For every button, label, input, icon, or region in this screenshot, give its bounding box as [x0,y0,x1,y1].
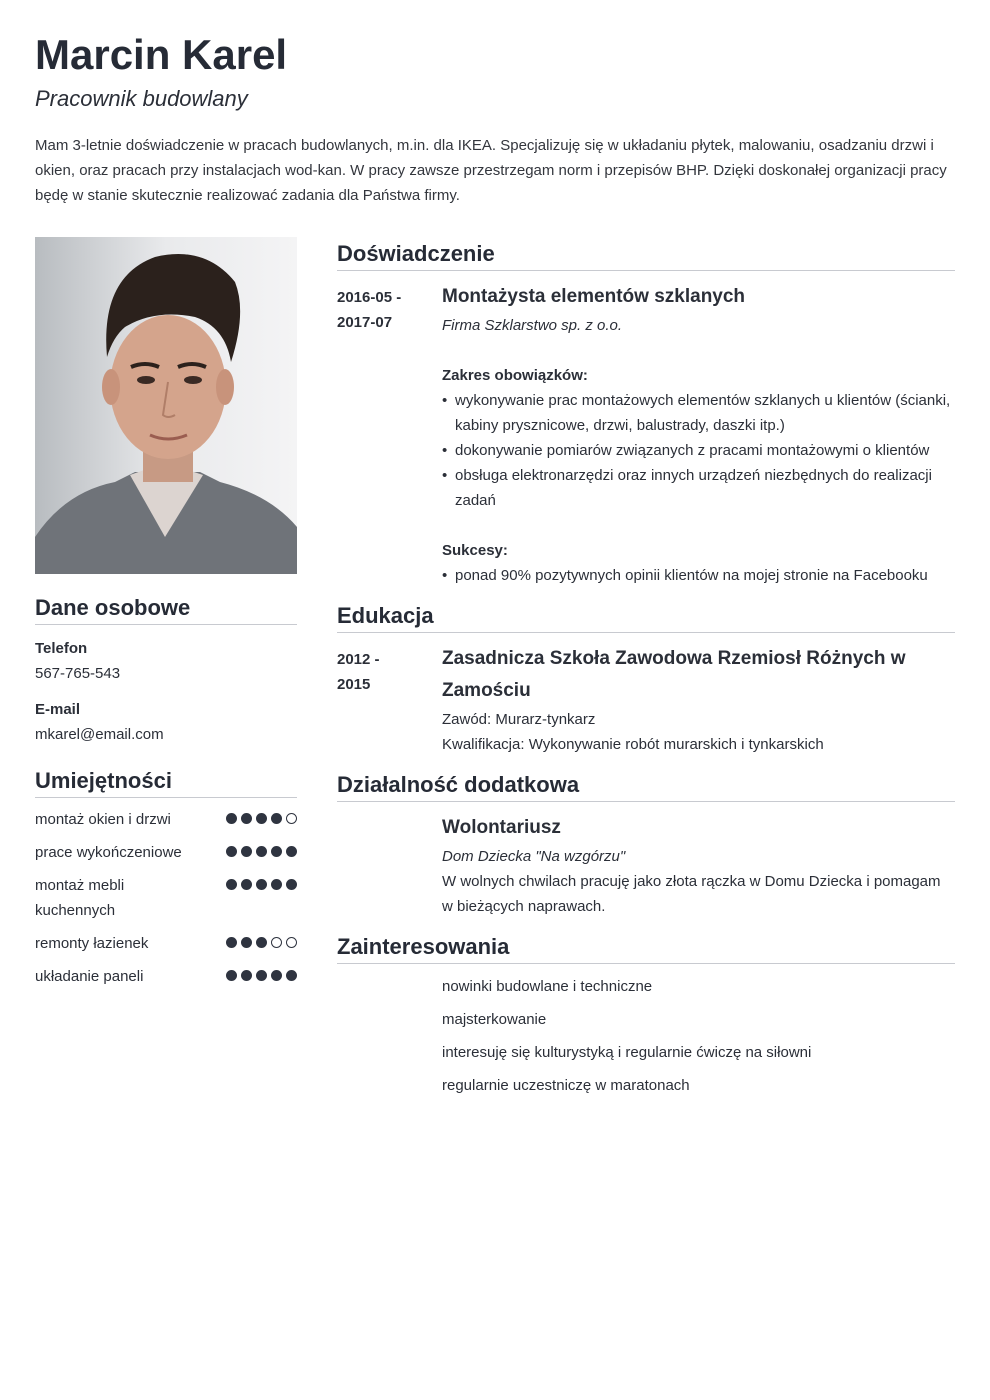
rating-dot-filled [241,937,252,948]
skill-name: układanie paneli [35,968,144,985]
interests-section-title: Zainteresowania [337,933,955,964]
education-section-title: Edukacja [337,602,955,633]
date-start: 2012 - [337,651,380,668]
activity-role: Wolontariusz [442,817,561,838]
activity-entry [337,816,955,919]
profile-photo [35,237,297,574]
achievements-label: Sukcesy: [442,542,508,559]
rating-dot-filled [226,846,237,857]
right-column [337,240,955,1106]
skill-name: prace wykończeniowe [35,844,182,861]
phone-label: Telefon [35,640,88,657]
skill-rating [226,931,297,948]
rating-dot-filled [241,846,252,857]
school-name: Zasadnicza Szkoła Zawodowa Rzemiosł Różnych w Zamościu [442,648,906,701]
duty-item: • dokonywanie pomiarów związanych z pracami montażowymi o klientów [442,438,955,463]
rating-dot-filled [256,846,267,857]
skill-item [35,840,297,865]
skill-rating [226,873,297,890]
rating-dot-filled [271,846,282,857]
interest-item: interesuję się kulturystyką i regularnie ćwiczę na siłowni [442,1044,812,1061]
rating-dot-filled [256,813,267,824]
skill-rating [226,807,297,824]
profession-text: Zawód: Murarz-tynkarz [442,711,596,728]
interest-item: majsterkowanie [442,1011,547,1028]
education-dates [337,647,442,757]
rating-dot-filled [286,846,297,857]
rating-dot-filled [241,879,252,890]
skill-rating [226,840,297,857]
skill-item [35,931,297,956]
interest-item: regularnie uczestniczę w maratonach [442,1077,690,1094]
rating-dot-filled [271,813,282,824]
duties-label: Zakres obowiązków: [442,367,588,384]
job-position: Montażysta elementów szklanych [442,286,746,307]
skills-list [35,807,297,989]
rating-dot-filled [226,879,237,890]
summary-text: Mam 3-letnie doświadczenie w pracach budowlanych, m.in. dla IKEA. Specjalizuję się w układaniu płytek, malowaniu, osadzaniu drzwi i okien, oraz pracach przy instalacjach wod-kan. W pracy zawsze przestrzegam norm i przepisów BHP. Dzięki doskonałej organizacji pracy będę w stanie skutecznie realizować zadania dla Państwa firmy. [35,137,947,204]
rating-dot-filled [241,813,252,824]
left-column [35,237,297,997]
interests-list [442,974,955,1098]
activity-organization: Dom Dziecka "Na wzgórzu" [442,848,626,865]
rating-dot-filled [256,937,267,948]
email-value: mkarel@email.com [35,726,164,743]
skill-rating [226,964,297,981]
rating-dot-filled [226,937,237,948]
duty-item: • obsługa elektronarzędzi oraz innych urządzeń niezbędnych do realizacji zadań [442,463,955,513]
date-start: 2016-05 - [337,289,402,306]
rating-dot-empty [286,813,297,824]
rating-dot-filled [271,970,282,981]
rating-dot-empty [271,937,282,948]
activity-section-title: Działalność dodatkowa [337,771,955,802]
skill-item [35,807,297,832]
rating-dot-filled [271,879,282,890]
achievements-list [442,563,955,588]
duty-item: • wykonywanie prac montażowych elementów szklanych u klientów (ścianki, kabiny prysznicowe, drzwi, balustrady, daszki itp.) [442,388,955,438]
skill-name: montaż okien i drzwi [35,811,171,828]
skill-item [35,964,297,989]
rating-dot-filled [256,879,267,890]
skill-name: remonty łazienek [35,935,149,952]
resume-header [35,30,955,208]
interest-item: nowinki budowlane i techniczne [442,978,653,995]
date-end: 2017-07 [337,314,393,331]
experience-section-title: Doświadczenie [337,240,955,271]
experience-dates [337,285,442,588]
skill-name: montaż mebli kuchennych [35,877,125,919]
rating-dot-filled [286,970,297,981]
rating-dot-filled [256,970,267,981]
experience-entry [337,285,955,588]
qualification-text: Kwalifikacja: Wykonywanie robót murarskich i tynkarskich [442,736,824,753]
activity-description: W wolnych chwilach pracuję jako złota rączka w Domu Dziecka i pomagam w bieżących naprawach. [442,873,941,915]
email-label: E-mail [35,701,81,718]
education-entry [337,647,955,757]
rating-dot-empty [286,937,297,948]
company-name: Firma Szklarstwo sp. z o.o. [442,317,623,334]
rating-dot-filled [226,970,237,981]
rating-dot-filled [286,879,297,890]
skills-section-title: Umiejętności [35,767,297,798]
skill-item [35,873,297,923]
rating-dot-filled [241,970,252,981]
personal-section-title: Dane osobowe [35,594,297,625]
achievement-item: • ponad 90% pozytywnych opinii klientów na mojej stronie na Facebooku [442,563,955,588]
phone-value: 567-765-543 [35,665,121,682]
duties-list [442,388,955,513]
date-end: 2015 [337,676,371,693]
candidate-name: Marcin Karel [35,31,288,78]
candidate-title: Pracownik budowlany [35,86,248,111]
rating-dot-filled [226,813,237,824]
